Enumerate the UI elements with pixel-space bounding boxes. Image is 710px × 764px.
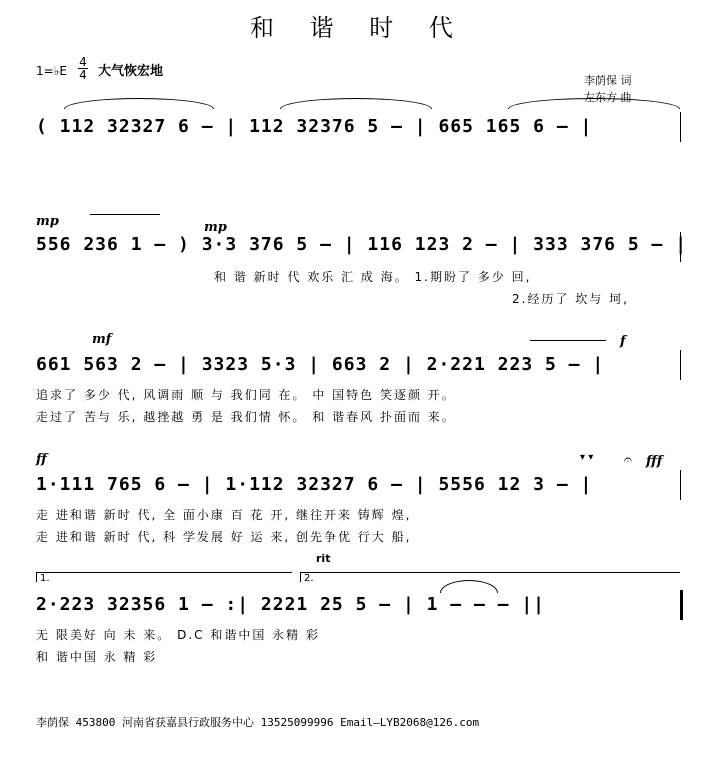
first-ending-bracket xyxy=(36,572,292,573)
first-ending-bracket-edge xyxy=(36,572,37,582)
slur xyxy=(508,98,680,109)
dynamic-mark: mp xyxy=(36,214,59,229)
ritardando-mark: rit xyxy=(316,552,331,565)
lyric-line: 走 进和谐 新时 代, 科 学发展 好 运 来, 创先争优 行大 船, xyxy=(36,530,412,544)
slur xyxy=(440,580,498,593)
barline xyxy=(680,350,681,380)
composer-credit: 左东方 曲 xyxy=(584,91,632,104)
notation-row-2: 556 236 1 – ) 3·3 376 5 – | 116 123 2 – | 333 376 5 – | xyxy=(36,234,688,255)
notation-row-4: 1·111 765 6 – | 1·112 32327 6 – | 5556 12 3 – | xyxy=(36,474,593,495)
lyric-line: 和 谐中国 永 精 彩 xyxy=(36,650,158,664)
key-signature: 1=♭E xyxy=(36,64,67,78)
barline xyxy=(680,112,681,142)
lyric-line: 走 进和谐 新时 代, 全 面小康 百 花 开, 继往开来 铸辉 煌, xyxy=(36,508,412,522)
barline xyxy=(680,470,681,500)
barline xyxy=(680,232,681,262)
contact-footer: 李荫保 453800 河南省获嘉县行政服务中心 13525099996 Email—LYB2068@126.com xyxy=(36,716,480,729)
final-barline xyxy=(680,590,683,620)
dynamic-mark: mf xyxy=(92,332,112,347)
first-ending-label: 1. xyxy=(40,573,50,584)
accent-marks: ▾ ▾ xyxy=(580,452,594,463)
second-ending-bracket xyxy=(300,572,680,573)
crescendo-line xyxy=(90,214,160,215)
lyric-line: 走过了 苦与 乐, 越挫越 勇 是 我们情 怀。 和 谐春风 扑面而 来。 xyxy=(36,410,456,424)
notation-row-5: 2·223 32356 1 – :| 2221 25 5 – | 1 – – – || xyxy=(36,594,545,615)
dynamic-mark: fff xyxy=(646,454,663,469)
second-ending-bracket-edge xyxy=(300,572,301,582)
dynamic-mark: mp xyxy=(204,220,227,235)
slur xyxy=(64,98,214,109)
lyric-line: 和 谐 新时 代 欢乐 汇 成 海。 1.期盼了 多少 回, xyxy=(214,270,532,284)
lyricist-credit: 李荫保 词 xyxy=(584,74,632,87)
notation-row-1: ( 112 32327 6 – | 112 32376 5 – | 665 165 6 – | xyxy=(36,116,593,137)
song-title: 和 谐 时 代 xyxy=(250,14,467,42)
time-signature-top: 4 xyxy=(79,55,87,69)
second-ending-label: 2. xyxy=(304,573,314,584)
slur xyxy=(280,98,432,109)
dynamic-mark: f xyxy=(620,334,626,349)
lyric-line: 2.经历了 坎与 坷, xyxy=(512,292,629,306)
dynamic-mark: ff xyxy=(36,452,47,467)
notation-row-3: 661 563 2 – | 3323 5·3 | 663 2 | 2·221 223 5 – | xyxy=(36,354,605,375)
lyric-line: 无 限美好 向 未 来。 D.C 和谐中国 永精 彩 xyxy=(36,628,320,642)
crescendo-line xyxy=(530,340,606,341)
lyric-line: 追求了 多少 代, 风调雨 顺 与 我们同 在。 中 国特色 笑逐颜 开。 xyxy=(36,388,456,402)
time-signature-bottom: 4 xyxy=(79,68,87,82)
fermata-icon: 𝄐 xyxy=(624,452,632,468)
time-signature xyxy=(78,56,88,81)
tempo-marking: 大气恢宏地 xyxy=(98,64,164,79)
